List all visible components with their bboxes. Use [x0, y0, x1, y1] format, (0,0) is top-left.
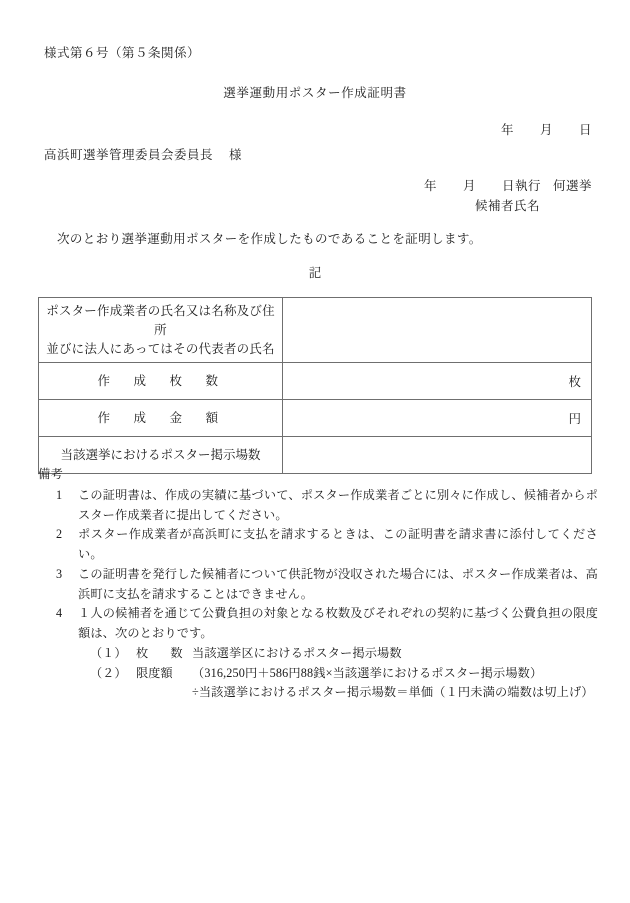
table-label-line2: 並びに法人にあってはその代表者の氏名	[46, 341, 275, 356]
form-number: 様式第６号（第５条関係）	[44, 46, 201, 60]
table-label-line1: 作 成 金 額	[97, 410, 224, 425]
table-row-unit: 円	[568, 412, 581, 427]
remark-note-number: 4	[56, 606, 63, 621]
table-row-value[interactable]	[283, 400, 592, 437]
date-line-top	[501, 120, 592, 138]
remark-note-number: 2	[56, 527, 63, 542]
remark-note	[56, 486, 598, 526]
addressee-honorific: 様	[229, 148, 243, 162]
date-year-label: 年	[500, 123, 514, 137]
date-day-label: 日	[578, 123, 592, 137]
remark-subnote-continuation: ÷当該選挙におけるポスター掲示場数＝単価（１円未満の端数は切上げ）	[192, 685, 594, 700]
table-row-unit: 枚	[568, 375, 581, 390]
table-row	[39, 298, 592, 363]
table-label-line1: ポスター作成業者の氏名又は名称及び住所	[46, 304, 275, 337]
remark-subnote-text: 当該選挙区におけるポスター掲示場数	[192, 645, 402, 660]
remark-note	[56, 525, 598, 565]
remark-subnote-text: （316,250円＋586円88銭×当該選挙におけるポスター掲示場数）	[192, 665, 543, 680]
table-label-line1: 当該選挙におけるポスター掲示場数	[60, 447, 261, 462]
remark-subnote	[90, 664, 598, 684]
remark-note-number: 1	[56, 487, 63, 502]
remark-note-text: ポスター作成業者が高浜町に支払を請求するときは、この証明書を請求書に添付してください。	[78, 527, 598, 562]
remark-note	[56, 565, 598, 605]
table-row-label	[39, 298, 283, 363]
addressee	[44, 145, 242, 163]
remark-subnote-label: 枚 数	[136, 645, 188, 660]
certificate-table	[38, 297, 592, 474]
election-month-label: 月	[462, 179, 476, 193]
table-row-value[interactable]	[283, 298, 592, 363]
remark-subnote-label: 限度額	[136, 665, 173, 680]
table-row-label	[39, 363, 283, 400]
certification-statement: 次のとおり選挙運動用ポスターを作成したものであることを証明します。	[57, 232, 482, 246]
election-day-exec-label: 日執行	[501, 179, 541, 193]
remarks-title: 備考	[38, 467, 64, 481]
table-row	[39, 400, 592, 437]
remarks-section	[38, 465, 598, 703]
table-row	[39, 363, 592, 400]
remark-note	[56, 604, 598, 644]
table-row-label	[39, 400, 283, 437]
remark-note-number: 3	[56, 566, 63, 581]
ki-mark: 記	[308, 266, 322, 280]
election-date-line	[424, 176, 592, 194]
election-year-label: 年	[423, 179, 437, 193]
election-name: 何選挙	[552, 179, 592, 193]
table-label-line1: 作 成 枚 数	[97, 373, 224, 388]
remark-subnote	[90, 644, 598, 664]
addressee-name: 高浜町選挙管理委員会委員長	[44, 148, 214, 162]
remark-note-text: この証明書は、作成の実績に基づいて、ポスター作成業者ごとに別々に作成し、候補者からポスター作成業者に提出してください。	[78, 487, 598, 522]
page-title: 選挙運動用ポスター作成証明書	[223, 86, 407, 100]
remark-subnote-number: （２）	[90, 665, 127, 680]
table-row-value[interactable]	[283, 363, 592, 400]
remark-note-text: この証明書を発行した候補者について供託物が没収された場合には、ポスター作成業者は、高浜町に支払を請求することはできません。	[78, 566, 598, 601]
candidate-name-label: 候補者氏名	[474, 199, 540, 213]
remark-note-text: １人の候補者を通じて公費負担の対象となる枚数及びそれぞれの契約に基づく公費負担の限度額は、次のとおりです。	[78, 606, 598, 641]
date-month-label: 月	[539, 123, 553, 137]
remark-subnote-number: （１）	[90, 645, 127, 660]
